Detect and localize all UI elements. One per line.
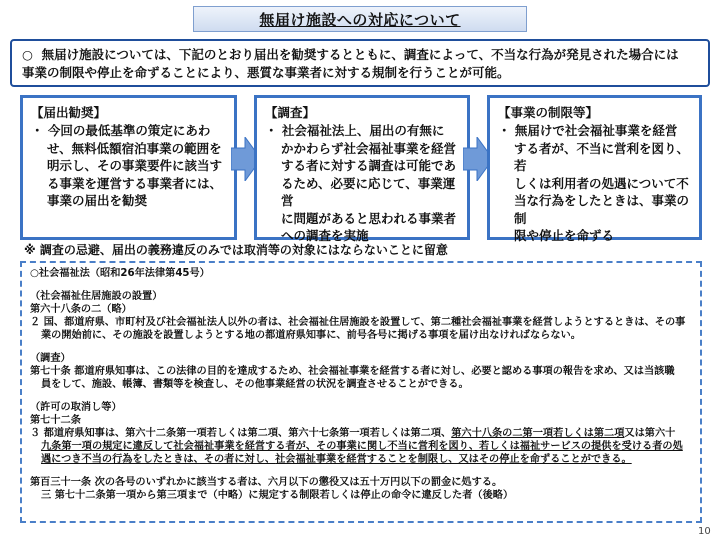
- section-heading: （許可の取消し等）: [30, 402, 122, 413]
- article-number: 第七十二条: [30, 415, 81, 426]
- summary-line-1: [22, 46, 700, 64]
- summary-box: [10, 39, 710, 87]
- law-paragraph: 第七十条 都道府県知事は、この法律の目的を達成するため、社会福祉事業を経営する者に対し、必要と認める事項の報告を求め、又は当該職: [30, 366, 675, 377]
- law-paragraph: ２ 国、都道府県、市町村及び社会福祉法人以外の者は、社会福祉住居施設を設置して、第二種社会福祉事業を経営しようとするときは、その事: [30, 317, 686, 328]
- summary-marker: ○: [22, 47, 33, 62]
- section-heading: （社会福祉住居施設の設置）: [30, 291, 163, 302]
- section-heading: （調査）: [30, 353, 71, 364]
- law-paragraph: 第百三十一条 次の各号のいずれかに該当する者は、六月以下の懲役又は五十万円以下の罰金に処する。: [30, 477, 503, 488]
- article-number: 第六十八条の二（略）: [30, 304, 132, 315]
- step-box-restriction: [487, 95, 702, 243]
- step-box-notification: [20, 95, 237, 240]
- summary-line-2: 事業の制限や停止を命ずることにより、悪質な事業者に対する規制を行うことが可能。: [22, 65, 510, 80]
- law-paragraph: 遇につき不当の行為をしたときは、その者に対し、社会福祉事業を経営することを制限し、又はその停止を命ずることができる。: [41, 454, 632, 465]
- law-paragraph: 業の開始前に、その施設を設置しようとする地の都道府県知事に、前号各号に掲げる事項を届け出なければならない。: [41, 330, 581, 341]
- step-heading: 【事業の制限等】: [498, 105, 599, 120]
- law-excerpt-box: [20, 261, 702, 523]
- step-heading: 【調査】: [265, 105, 316, 120]
- summary-text-1: 無届け施設については、下記のとおり届出を勧奨するとともに、調査によって、不当な行為が発見された場合には: [41, 47, 679, 62]
- step-text: ・ 社会福祉法上、届出の有無に かかわらず社会福祉事業を経営 する者に対する調査は可能であ るため、必要に応じて、事業運営 に問題があると思われる事業者 への調査を実施: [265, 123, 457, 243]
- law-paragraph: 三 第七十二条第一項から第三項まで（中略）に規定する制限若しくは停止の命令に違反した者（後略）: [41, 490, 514, 501]
- page-number: 10: [698, 526, 711, 537]
- step-box-investigation: [254, 95, 470, 243]
- step-text: ・ 無届けで社会福祉事業を経営 する者が、不当に営利を図り、若 しくは利用者の処遇について不 当な行為をしたときは、事業の制 限や停止を命ずる: [498, 123, 690, 243]
- law-paragraph: 員をして、施設、帳簿、書類等を検査し、その他事業経営の状況を調査させることができる。: [41, 379, 469, 390]
- page-title: 無届け施設への対応について: [259, 10, 461, 29]
- note-text: ※ 調査の忌避、届出の義務違反のみでは取消等の対象にはならないことに留意: [24, 243, 448, 257]
- step-text: ・ 今回の最低基準の策定にあわ せ、無料低額宿泊事業の範囲を 明示し、その事業要件に該当す る事業を運営する事業者には、 事業の届出を勧奨: [31, 123, 223, 208]
- title-bar: [193, 6, 527, 32]
- law-paragraph: ３ 都道府県知事は、第六十二条第一項若しくは第二項、第六十七条第一項若しくは第二項、第六十八条の二第一項若しくは第二項又は第六十: [30, 428, 676, 439]
- law-title: ○社会福祉法（昭和26年法律第45号）: [30, 268, 210, 279]
- step-heading: 【届出勧奨】: [31, 105, 107, 120]
- law-paragraph: 九条第一項の規定に違反して社会福祉事業を経営する者が、その事業に関し不当に営利を図り、若しくは福祉サービスの提供を受ける者の処: [41, 441, 683, 452]
